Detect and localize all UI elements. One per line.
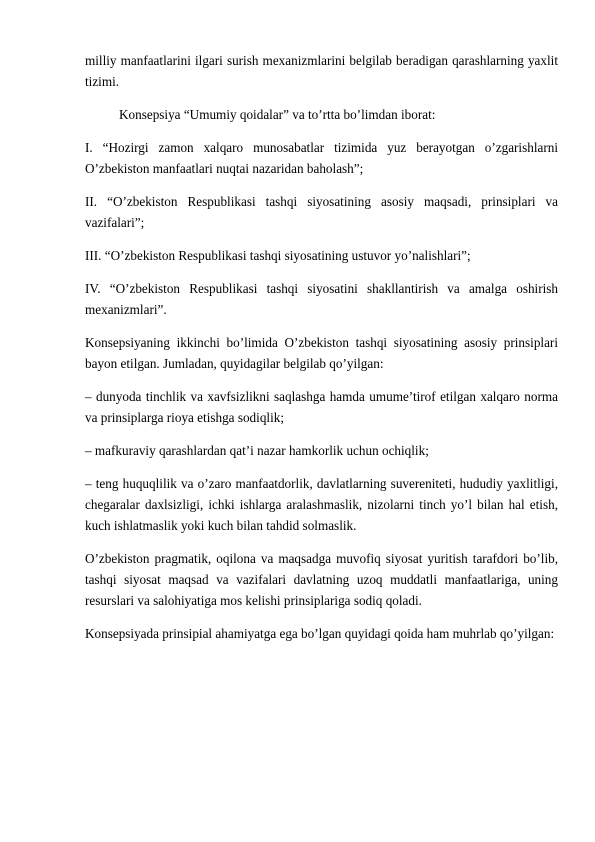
list-item-section-1: I. “Hozirgi zamon xalqaro munosabatlar tizimida yuz berayotgan o’zgarishlarni O’zbekiston manfaatlari nuqtai nazaridan baholash”; bbox=[85, 140, 558, 176]
list-item-principle-openness: – mafkuraviy qarashlardan qat’i nazar hamkorlik uchun ochiqlik; bbox=[85, 443, 429, 458]
list-item-principle-peace: – dunyoda tinchlik va xavfsizlikni saqlashga hamda umume’tirof etilgan xalqaro norma va prinsiplarga rioya etishga sodiqlik; bbox=[85, 389, 558, 425]
list-item-section-3: III. “O’zbekiston Respublikasi tashqi siyosatining ustuvor yo’nalishlari”; bbox=[85, 248, 471, 263]
paragraph-structure-intro: Konsepsiya “Umumiy qoidalar” va to’rtta bo’limdan iborat: bbox=[119, 107, 436, 122]
paragraph-pragmatic-policy: O’zbekiston pragmatik, oqilona va maqsadga muvofiq siyosat yuritish tarafdori bo’lib, tashqi siyosat maqsad va vazifalari davlatning uzoq muddatli manfaatlariga, uning resurslari va salohiyatiga mos kelishi prinsiplariga sodiq qoladi. bbox=[85, 551, 558, 608]
paragraph-principles: Konsepsiyaning ikkinchi bo’limida O’zbekiston tashqi siyosatining asosiy prinsiplari bayon etilgan. Jumladan, quyidagilar belgilab qo’yilgan: bbox=[85, 335, 558, 371]
list-item-section-4: IV. “O’zbekiston Respublikasi tashqi siyosatini shakllantirish va amalga oshirish mexanizmlari”. bbox=[85, 281, 558, 317]
list-item-section-2: II. “O’zbekiston Respublikasi tashqi siyosatining asosiy maqsadi, prinsiplari va vazifalari”; bbox=[85, 194, 558, 230]
paragraph-intro-continuation: milliy manfaatlarini ilgari surish mexanizmlarini belgilab beradigan qarashlarning yaxlit tizimi. bbox=[85, 53, 558, 89]
list-item-principle-equality: – teng huquqlilik va o’zaro manfaatdorlik, davlatlarning suvereniteti, hududiy yaxlitligi, chegaralar daxlsizligi, ichki ishlarga aralashmaslik, nizolarni tinch yo’l bilan hal etish, kuch ishlatmaslik yoki kuch bilan tahdid solmaslik. bbox=[85, 476, 558, 533]
paragraph-closing-rule: Konsepsiyada prinsipial ahamiyatga ega bo’lgan quyidagi qoida ham muhrlab qo’yilgan: bbox=[85, 626, 555, 641]
